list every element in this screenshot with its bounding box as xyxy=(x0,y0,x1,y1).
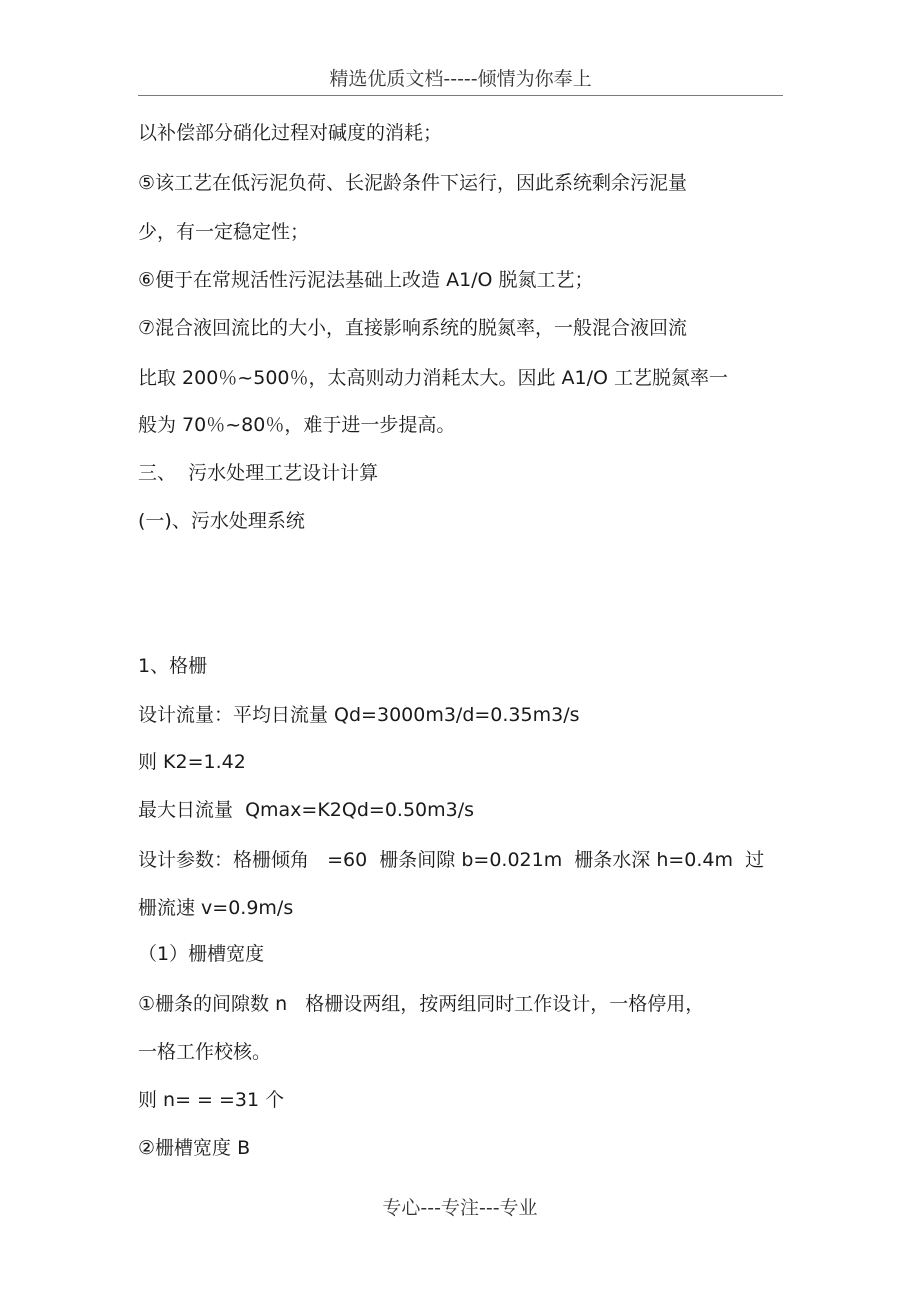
subsection-heading: (一)、污水处理系统 xyxy=(138,510,305,532)
body-line-3: 少，有一定稳定性； xyxy=(138,221,310,243)
section-heading: 三、 污水处理工艺设计计算 xyxy=(138,462,379,484)
body-line-velocity: 栅流速 v=0.9m/s xyxy=(138,897,294,919)
body-line-6: 比取 200％~500％，太高则动力消耗太大。因此 A1/O 工艺脱氮率一 xyxy=(138,367,729,389)
body-line-design-flow: 设计流量：平均日流量 Qd=3000m3/d=0.35m3/s xyxy=(138,704,580,726)
body-line-5: ⑦混合液回流比的大小，直接影响系统的脱氮率，一般混合液回流 xyxy=(138,317,688,339)
body-line-1: 以补偿部分硝化过程对碱度的消耗； xyxy=(138,122,443,144)
body-line-7: 般为 70％~80％，难于进一步提高。 xyxy=(138,414,456,436)
body-line-width-b: ②栅槽宽度 B xyxy=(138,1137,251,1159)
body-line-k2: 则 K2=1.42 xyxy=(138,751,246,773)
body-line-n-result: 则 n= = =31 个 xyxy=(138,1089,285,1111)
sub-item-heading-width: （1）栅槽宽度 xyxy=(138,943,265,965)
body-line-design-params: 设计参数：格栅倾角 =60 栅条间隙 b=0.021m 栅条水深 h=0.4m 过 xyxy=(138,849,765,871)
body-line-check: 一格工作校核。 xyxy=(138,1041,272,1063)
body-line-2: ⑤该工艺在低污泥负荷、长泥龄条件下运行，因此系统剩余污泥量 xyxy=(138,172,688,194)
body-line-gap-count: ①栅条的间隙数 n 格栅设两组，按两组同时工作设计，一格停用， xyxy=(138,993,705,1015)
body-line-4: ⑥便于在常规活性污泥法基础上改造 A1/O 脱氮工艺； xyxy=(138,269,594,291)
item-heading-grille: 1、格栅 xyxy=(138,655,208,677)
body-line-max-flow: 最大日流量 Qmax=K2Qd=0.50m3/s xyxy=(138,799,475,821)
header-divider xyxy=(138,95,783,96)
page-header: 精选优质文档-----倾情为你奉上 xyxy=(329,68,592,90)
page-footer: 专心---专注---专业 xyxy=(382,1197,538,1219)
